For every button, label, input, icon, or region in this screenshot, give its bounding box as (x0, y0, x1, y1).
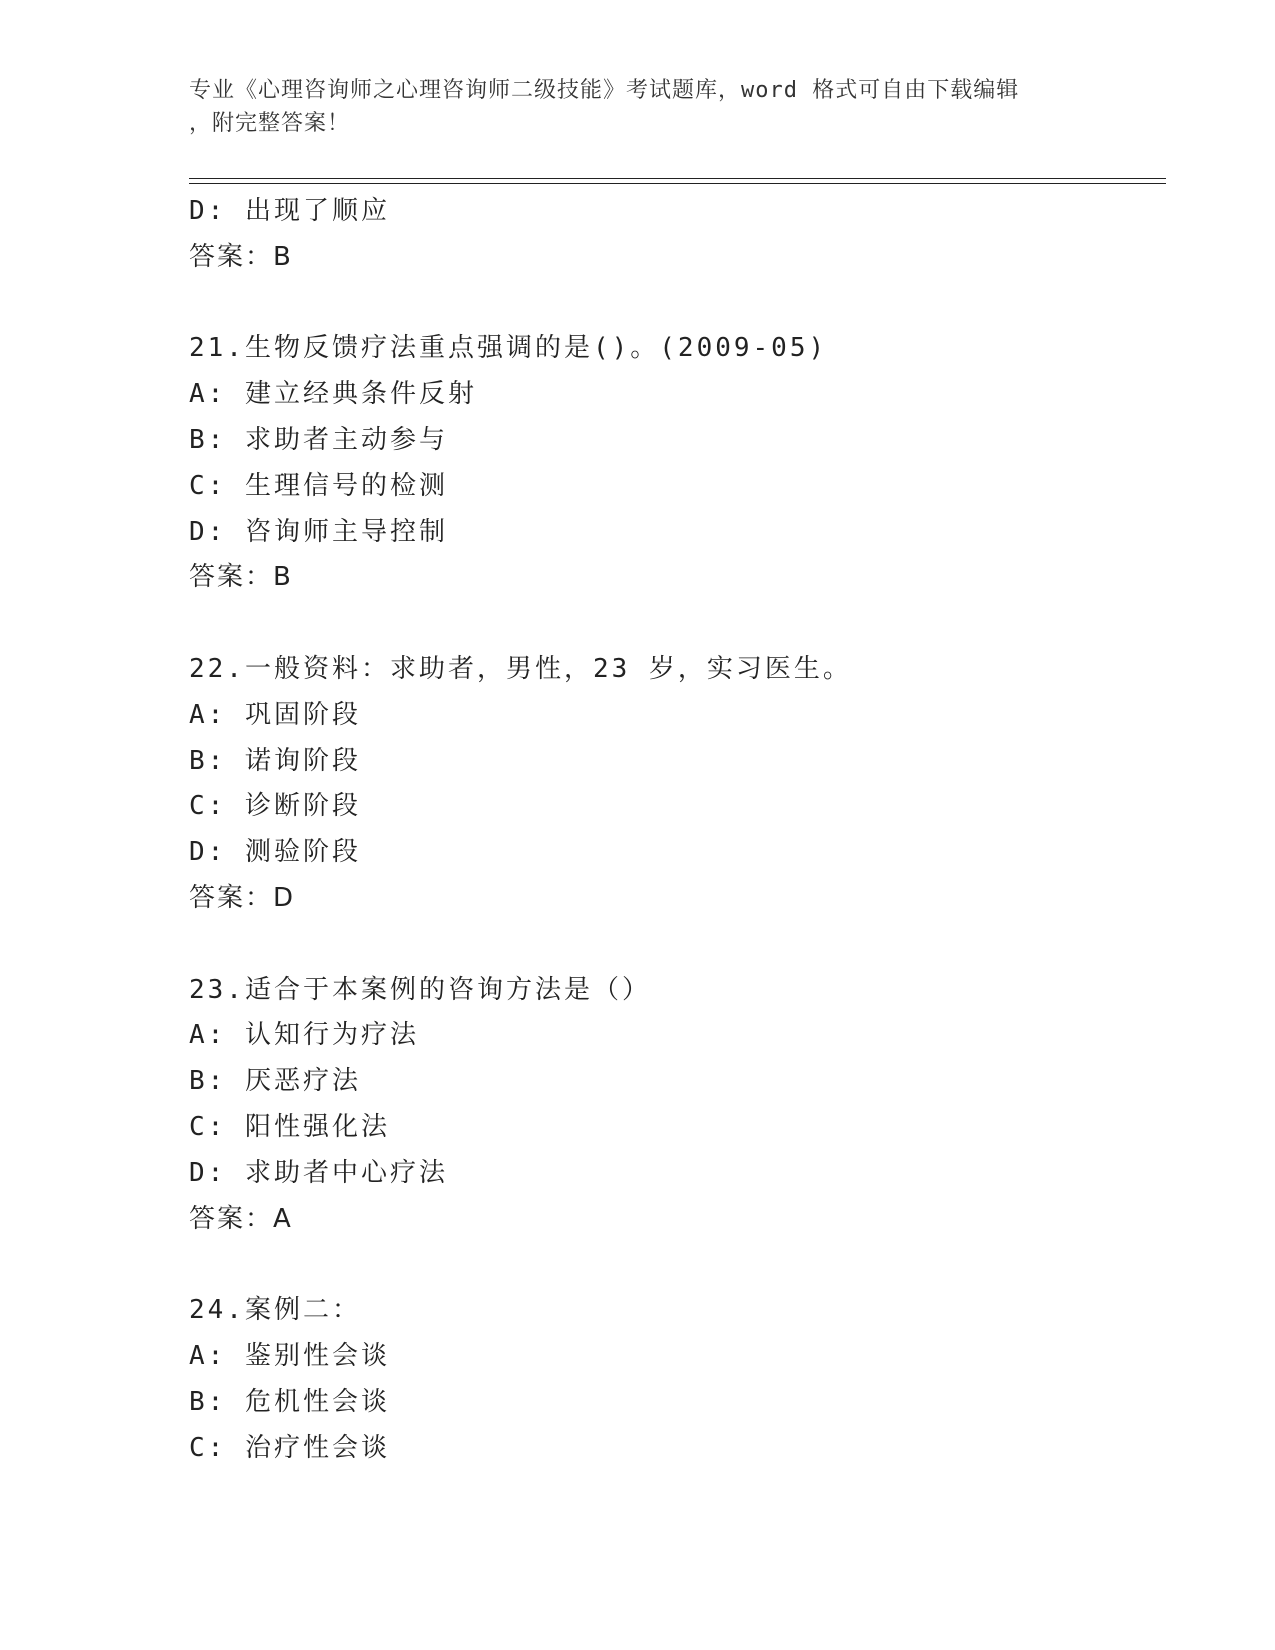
option-b: B: 诺询阶段 (189, 745, 361, 776)
question-stem: 22.一般资料：求助者，男性，23 岁，实习医生。 (189, 653, 852, 684)
spacer (189, 1242, 1169, 1288)
option-d: D: 咨询师主导控制 (189, 516, 448, 547)
header-line-1: 专业《心理咨询师之心理咨询师二级技能》考试题库，word 格式可自由下载编辑 (189, 78, 1020, 103)
option-c: C: 阳性强化法 (189, 1111, 390, 1142)
spacer (189, 922, 1169, 968)
option-b: B: 求助者主动参与 (189, 424, 448, 455)
header-rule-top (189, 178, 1166, 179)
question-22 (189, 647, 1169, 922)
option-c: C: 治疗性会谈 (189, 1432, 390, 1463)
option-c: C: 诊断阶段 (189, 791, 361, 822)
spacer (189, 281, 1169, 327)
question-23 (189, 968, 1169, 1243)
spacer (189, 601, 1169, 647)
document-header (189, 74, 1069, 140)
question-list (189, 189, 1169, 1471)
question-stem: 24.案例二： (189, 1295, 361, 1326)
option-a: A: 鉴别性会谈 (189, 1340, 390, 1371)
question-stem: 21.生物反馈疗法重点强调的是()。(2009-05) (189, 333, 828, 364)
question-stem: 23.适合于本案例的咨询方法是（） (189, 974, 651, 1005)
answer-line: 答案：B (189, 562, 293, 593)
question-21 (189, 326, 1169, 601)
option-c: C: 生理信号的检测 (189, 470, 448, 501)
option-a: A: 建立经典条件反射 (189, 379, 477, 410)
header-rule-bottom (189, 183, 1166, 184)
fragment-answer: 答案：B (189, 241, 293, 272)
answer-line: 答案：A (189, 1203, 293, 1234)
fragment-option-d: D: 出现了顺应 (189, 196, 390, 226)
option-b: B: 厌恶疗法 (189, 1066, 361, 1097)
option-a: A: 认知行为疗法 (189, 1020, 419, 1051)
header-line-2: ，附完整答案！ (189, 111, 351, 136)
option-a: A: 巩固阶段 (189, 699, 361, 730)
option-d: D: 测验阶段 (189, 837, 361, 868)
question-24 (189, 1288, 1169, 1471)
option-b: B: 危机性会谈 (189, 1386, 390, 1417)
answer-line: 答案：D (189, 882, 296, 913)
option-d: D: 求助者中心疗法 (189, 1157, 448, 1188)
